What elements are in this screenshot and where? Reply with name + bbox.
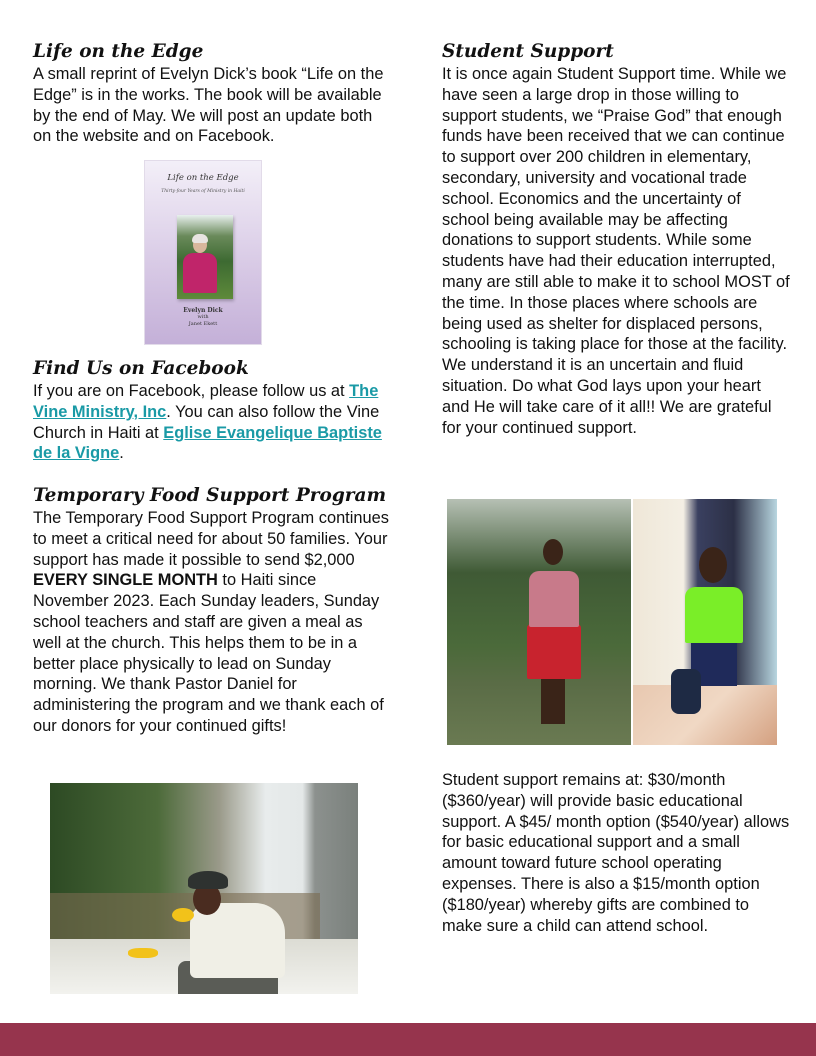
- boy-shirt: [685, 587, 743, 643]
- girl-head: [543, 539, 563, 565]
- book-cover-person-hair: [192, 234, 208, 243]
- student-support-heading: Student Support: [442, 41, 614, 62]
- student-photo-boy: [633, 499, 777, 745]
- life-on-edge-section: [33, 40, 393, 147]
- photo-mango-2: [128, 948, 158, 958]
- footer-band: [0, 1023, 816, 1056]
- food-text-2: to Haiti since November 2023. Each Sunday leaders, Sunday school teachers and staff are given a meal as well at the church. This helps them to be in a better place physically to lead on Sunday morning. We thank Pastor Daniel for administering the program and we thank each of our donors for your continued gifts!: [33, 571, 384, 735]
- facebook-heading: Find Us on Facebook: [33, 358, 249, 379]
- book-cover-person: [183, 253, 217, 293]
- book-cover-photo: [177, 215, 233, 299]
- food-program-body: [33, 508, 393, 737]
- facebook-section: [33, 357, 393, 464]
- student-photo-girl: [447, 499, 631, 745]
- photo-mango: [172, 908, 194, 922]
- book-author-line2: with: [197, 314, 209, 320]
- student-support-body: It is once again Student Support time. While we have seen a large drop in those willing to support students, we “Praise God” that enough funds have been received that we can continue to support over 200 children in elementary, secondary, university and vocational trade school. Economics and the uncertainty of school being available may be affecting donations to support students. While some students have had their education interrupted, many are still able to make it to school MOST of the time. In those places where schools are being used as shelter for displaced persons, schooling is taking place for those at the facility. We understand it is an uncertain and fluid situation. Do what God lays upon your heart and He will take care of it all!! We are grateful for your continued support.: [442, 65, 790, 437]
- boy-floor: [633, 685, 777, 745]
- life-on-edge-body: A small reprint of Evelyn Dick’s book “Life on the Edge” is in the works. The book will be available by the end of May. We will post an update both on the website and on Facebook.: [33, 65, 384, 146]
- boy-head: [699, 547, 727, 583]
- student-photos: [447, 499, 777, 745]
- student-rates-section: [442, 770, 792, 936]
- life-on-edge-heading: Life on the Edge: [33, 41, 204, 62]
- food-program-heading: Temporary Food Support Program: [33, 485, 387, 506]
- book-cover-image: [144, 160, 262, 345]
- facebook-text-1: If you are on Facebook, please follow us at: [33, 382, 350, 400]
- facebook-text-3: .: [119, 444, 124, 463]
- book-author-line3: Janet Ekett: [188, 321, 218, 327]
- boy-backpack: [671, 669, 701, 714]
- facebook-text-2: . You can also follow the Vine Church in Haiti at: [33, 402, 380, 442]
- girl-legs: [541, 679, 565, 724]
- facebook-body: [33, 381, 393, 464]
- girl-skirt: [527, 624, 581, 679]
- left-column: [33, 40, 393, 147]
- food-text-1: The Temporary Food Support Program continues to meet a critical need for about 50 families. Your support has made it possible to send $2,000: [33, 509, 389, 569]
- vine-ministry-facebook-link[interactable]: The Vine Ministry, Inc: [33, 382, 379, 421]
- book-author-line1: Evelyn Dick: [183, 307, 223, 314]
- food-bold-text: EVERY SINGLE MONTH: [33, 571, 218, 590]
- photo-man-hat: [188, 871, 228, 889]
- girl-shirt: [529, 571, 579, 627]
- food-program-photo: [50, 783, 358, 994]
- book-cover-title: Life on the Edge: [167, 173, 239, 183]
- student-rates-body: Student support remains at: $30/month ($360/year) will provide basic educational support. A $45/ month option ($540/year) allows for basic educational support and a small amount toward future school operating expenses. There is also a $15/month option ($180/year) whereby gifts are combined to make sure a child can attend school.: [442, 771, 790, 935]
- eglise-facebook-link[interactable]: Eglise Evangelique Baptiste de la Vigne: [33, 423, 382, 463]
- book-cover-author: [145, 307, 261, 328]
- book-cover-subtitle: Thirty-four Years of Ministry in Haiti: [161, 189, 245, 194]
- food-program-section: [33, 484, 393, 737]
- student-support-section: [442, 40, 792, 438]
